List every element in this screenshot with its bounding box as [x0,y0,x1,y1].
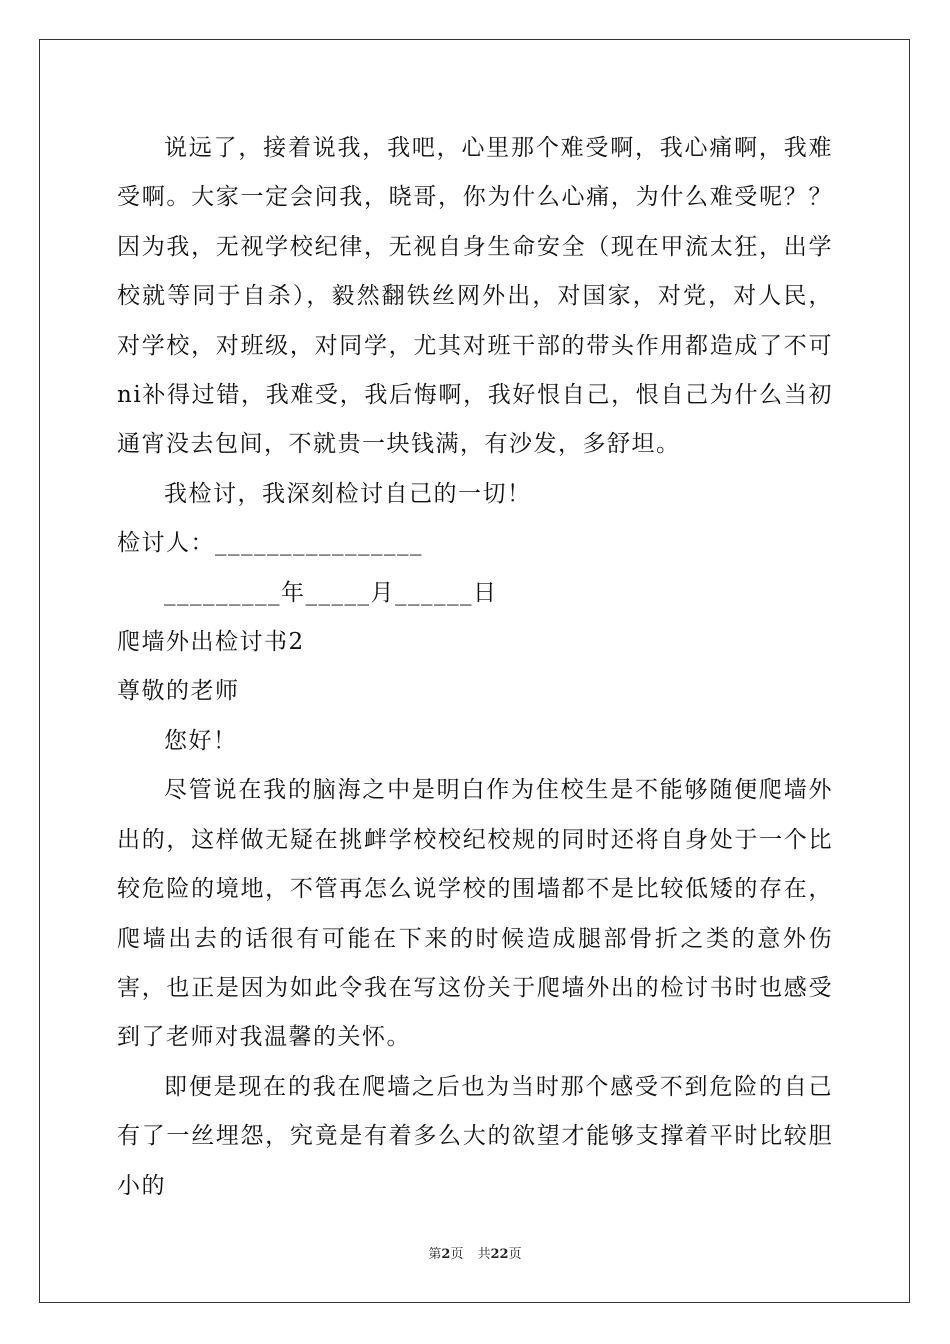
section-title: 爬墙外出检讨书2 [117,629,305,656]
total-prefix: 共 [477,1247,491,1262]
document-body [117,124,833,1211]
salutation: 尊敬的老师 [117,678,240,705]
page-unit: 页 [450,1247,464,1262]
greeting: 您好！ [164,727,238,754]
total-unit: 页 [508,1247,522,1262]
page-prefix: 第 [428,1247,442,1262]
signature-line: 检讨人：________________ [117,530,423,557]
paragraph-self-review: 我检讨，我深刻检讨自己的一切！ [164,480,532,507]
paragraph-body-1: 尽管说在我的脑海之中是明白作为住校生是不能够随便爬墙外出的，这样做无疑在挑衅学校校纪校规的同时还将自身处于一个比较危险的境地，不管再怎么说学校的围墙都不是比较低矮的存在，爬墙出去的话很有可能在下来的时候造成腿部骨折之类的意外伤害，也正是因为如此令我在写这份关于爬墙外出的检讨书时也感受到了老师对我温馨的关怀。 [117,777,833,1051]
paragraph-confession: 说远了，接着说我，我吧，心里那个难受啊，我心痛啊，我难受啊。大家一定会问我，晓哥，你为什么心痛，为什么难受呢？？因为我，无视学校纪律，无视自身生命安全（现在甲流太狂，出学校就等同于自杀），毅然翻铁丝网外出，对国家，对党，对人民，对学校，对班级，对同学，尤其对班干部的带头作用都造成了不可ni补得过错，我难受，我后悔啊，我好恨自己，恨自己为什么当初通宵没去包间，不就贵一块钱满，有沙发，多舒坦。 [117,135,833,458]
page-footer [0,1243,950,1262]
page-current: 2 [441,1247,451,1262]
paragraph-body-2: 即便是现在的我在爬墙之后也为当时那个感受不到危险的自己有了一丝埋怨，究竟是有着多么大的欲望才能够支撑着平时比较胆小的 [117,1073,833,1199]
page-total: 22 [490,1247,509,1262]
date-line: _________年_____月______日 [164,579,498,606]
